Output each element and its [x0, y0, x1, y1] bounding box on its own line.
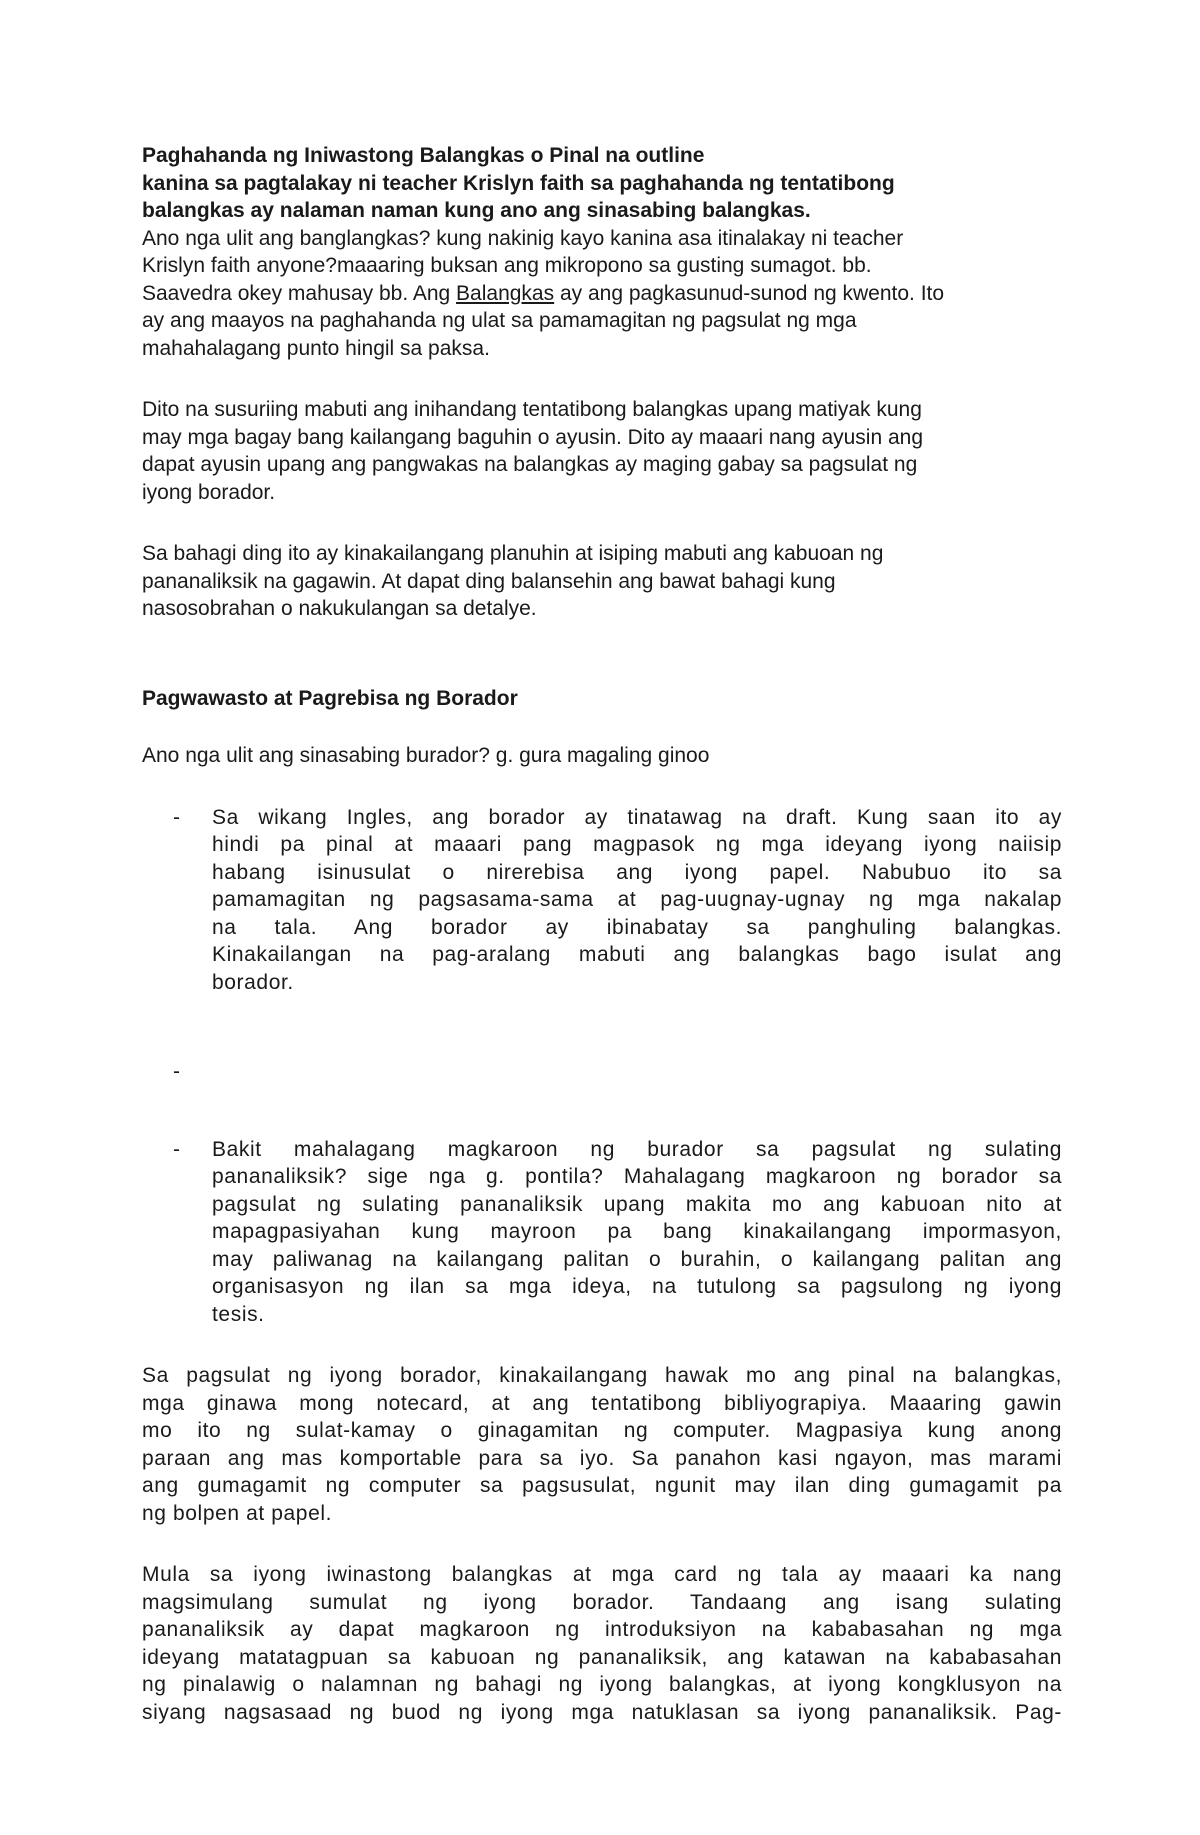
document-page — [142, 142, 1062, 1726]
text-line: iyong borador. — [142, 480, 276, 504]
text-line: Ano nga ulit ang banglangkas? kung nakinig kayo kanina asa itinalakay ni teacher — [142, 226, 904, 250]
text-line: Sa pagsulat ng iyong borador, kinakailangang hawak mo ang pinal na balangkas, — [142, 1364, 1062, 1387]
text-line: dapat ayusin upang ang pangwakas na balangkas ay maging gabay sa pagsulat ng — [142, 453, 918, 476]
text-segment: Saavedra okey mahusay bb. Ang — [142, 281, 457, 305]
balangkas-link[interactable]: Balangkas — [456, 281, 555, 305]
text-line: ideyang matatagpuan sa kabuoan ng pananaliksik, ang katawan na kababasahan — [142, 1645, 1062, 1669]
list-item — [142, 1136, 1062, 1329]
text-line: na tala. Ang borador ay ibinabatay sa panghuling balangkas. — [212, 915, 1062, 939]
intro-bold-line-2: balangkas ay nalaman naman kung ano ang sinasabing balangkas. — [142, 199, 811, 222]
section-heading-borador: Pagwawasto at Pagrebisa ng Borador — [142, 686, 518, 710]
text-line: Bakit mahalagang magkaroon ng burador sa pagsulat ng sulating — [212, 1137, 1062, 1161]
paragraph-mula-sa-balangkas — [142, 1561, 1062, 1726]
text-line: hindi pa pinal at maaari pang magpasok ng mga ideyang iyong naiisip — [212, 833, 1062, 856]
text-line: mahahalagang punto hingil sa paksa. — [142, 336, 490, 360]
text-line: pamamagitan ng pagsasama-sama at pag-uugnay-ugnay ng mga nakalap — [212, 888, 1062, 911]
text-line: habang isinusulat o nirerebisa ang iyong papel. Nabubuo ito sa — [212, 860, 1062, 884]
bullet-dash: - — [173, 1060, 180, 1083]
bullet-list — [142, 804, 1062, 1329]
text-line: ng bolpen at papel. — [142, 1501, 333, 1525]
text-line: borador. — [212, 970, 294, 994]
bullet-dash: - — [173, 805, 181, 829]
bullet-dash: - — [173, 1137, 181, 1161]
text-line: pananaliksik na gagawin. At dapat ding balansehin ang bawat bahagi kung — [142, 569, 836, 593]
text-line: ng pinalawig o nalamnan ng bahagi ng iyong balangkas, at iyong kongklusyon na — [142, 1673, 1062, 1696]
text-line: ay ang maayos na paghahanda ng ulat sa pamamagitan ng pagsulat ng mga — [142, 309, 857, 332]
text-line: Dito na susuriing mabuti ang inihandang tentatibong balangkas upang matiyak kung — [142, 398, 922, 421]
list-item — [142, 804, 1062, 997]
text-line: mga ginawa mong notecard, at ang tentatibong bibliyograpiya. Maaaring gawin — [142, 1391, 1062, 1415]
text-line: Mula sa iyong iwinastong balangkas at mga card ng tala ay maaari ka nang — [142, 1563, 1062, 1586]
text-line: may mga bagay bang kailangang baguhin o ayusin. Dito ay maaari nang ayusin ang — [142, 425, 924, 449]
paragraph-susuriin — [142, 396, 1062, 506]
text-line: organisasyon ng ilan sa mga ideya, na tutulong sa pagsulong ng iyong — [212, 1275, 1062, 1298]
text-line: nasosobrahan o nakukulangan sa detalye. — [142, 597, 537, 620]
text-line: pananaliksik ay dapat magkaroon ng introduksiyon na kababasahan ng mga — [142, 1618, 1062, 1641]
paragraph-pagsulat-borador — [142, 1362, 1062, 1527]
paragraph-kabuoan — [142, 540, 1062, 623]
text-line: pananaliksik? sige nga g. pontila? Mahalagang magkaroon ng borador sa — [212, 1165, 1062, 1188]
text-line — [142, 280, 1062, 308]
question-burador: Ano nga ulit ang sinasabing burador? g. gura magaling ginoo — [142, 744, 710, 767]
text-line: Krislyn faith anyone?maaaring buksan ang mikropono sa gusting sumagot. bb. — [142, 254, 872, 277]
text-line: Sa wikang Ingles, ang borador ay tinatawag na draft. Kung saan ito ay — [212, 805, 1062, 829]
paragraph-balangkas-definition — [142, 225, 1062, 363]
text-line: tesis. — [212, 1302, 265, 1326]
text-line: mo ito ng sulat-kamay o ginagamitan ng computer. Magpasiya kung anong — [142, 1419, 1062, 1442]
list-item-empty — [142, 1058, 1062, 1086]
text-line: pagsulat ng sulating pananaliksik upang makita mo ang kabuoan nito at — [212, 1192, 1062, 1216]
text-line: mapagpasiyahan kung mayroon pa bang kinakailangang impormasyon, — [212, 1220, 1062, 1243]
text-line: paraan ang mas komportable para sa iyo. Sa panahon kasi ngayon, mas marami — [142, 1446, 1062, 1470]
text-line: magsimulang sumulat ng iyong borador. Tandaang ang isang sulating — [142, 1590, 1062, 1614]
text-line: may paliwanag na kailangang palitan o burahin, o kailangang palitan ang — [212, 1247, 1062, 1271]
intro-bold-line-1: kanina sa pagtalakay ni teacher Krislyn faith sa paghahanda ng tentatibong — [142, 171, 895, 195]
text-segment: ay ang pagkasunud-sunod ng kwento. Ito — [554, 281, 945, 305]
text-line: ang gumagamit ng computer sa pagsusulat, ngunit may ilan ding gumagamit pa — [142, 1474, 1062, 1497]
text-line: siyang nagsasaad ng buod ng iyong mga natuklasan sa iyong pananaliksik. Pag- — [142, 1700, 1062, 1724]
text-line: Kinakailangan na pag-aralang mabuti ang balangkas bago isulat ang — [212, 943, 1062, 966]
text-line: Sa bahagi ding ito ay kinakailangang planuhin at isiping mabuti ang kabuoan ng — [142, 542, 884, 565]
section-heading-balangkas: Paghahanda ng Iniwastong Balangkas o Pinal na outline — [142, 144, 705, 167]
